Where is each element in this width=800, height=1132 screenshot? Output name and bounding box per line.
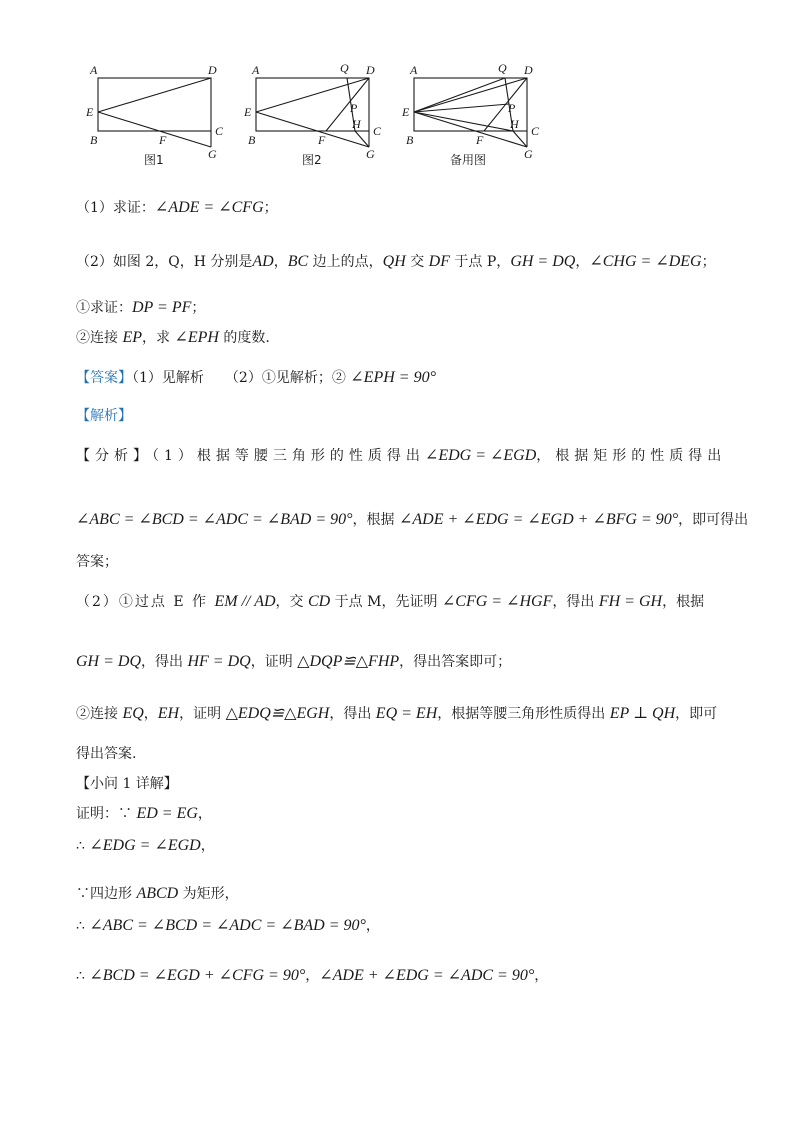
analysis-p2-m6: HF = DQ (187, 653, 251, 670)
analysis-p2-f: ，得出 (141, 654, 188, 670)
question-2-text-c: 于点 P， (449, 254, 511, 270)
question-2-end: ； (701, 254, 716, 270)
analysis-p1-d: ，即可得出 (678, 512, 749, 528)
sub-question-2-mid: ，求 (142, 330, 175, 346)
detail-line-5 (76, 966, 548, 986)
figure-2-caption: 图2 (302, 153, 322, 167)
analysis-p3-m3: △EDQ≌△EGH (225, 705, 330, 722)
point-d: D (208, 63, 217, 77)
segment-eq (414, 78, 505, 112)
question-1 (76, 198, 278, 218)
detail-line-4-a: ∴ (76, 918, 90, 934)
figure-1 (98, 78, 211, 147)
sub-question-2-end: 的度数. (218, 330, 270, 346)
question-2-ad: AD (252, 253, 274, 270)
detail-line-4 (76, 916, 380, 936)
analysis-p2-d: ，得出 (552, 594, 599, 610)
analysis-p3-e: ，根据等腰三角形性质得出 (437, 706, 610, 722)
question-2-bc: BC (287, 253, 309, 270)
figure-1-caption: 图1 (144, 153, 164, 167)
analysis-p3-line2: 得出答案. (76, 746, 137, 762)
detail-line-2-a: ∴ (76, 838, 90, 854)
point-g: G (524, 147, 533, 161)
analysis-p1-b: ，根据矩形的性质得出 (536, 448, 727, 464)
question-1-end: ； (263, 200, 278, 216)
point-h: H (352, 117, 361, 131)
point-a: A (90, 63, 98, 77)
detail-label: 【小问 1 详解】 (76, 776, 178, 792)
sub-question-1 (76, 298, 205, 318)
detail-line-2-b: ， (200, 838, 215, 854)
question-2 (76, 252, 716, 272)
sub-question-1-end: ； (191, 300, 206, 316)
answer-text: （1）见解析 （2）①见解析；② (132, 370, 351, 386)
analysis-p3-m1: EQ (122, 705, 144, 722)
point-f: F (159, 133, 167, 147)
analysis-p3-m4: EQ = EH (375, 705, 438, 722)
point-f: F (318, 133, 326, 147)
analysis-p3-b: ， (143, 706, 158, 722)
analysis-label: 【解析】 (76, 408, 132, 424)
detail-line-5-math-1: ∠BCD = ∠EGD + ∠CFG = 90° (89, 967, 306, 984)
analysis-p2-m7: △DQP≌△FHP (297, 653, 400, 670)
question-2-qh: QH (382, 253, 406, 270)
detail-line-5-c: ， (534, 968, 549, 984)
analysis-p2-m4: FH = GH (598, 593, 663, 610)
sub-question-1-math: DP = PF (132, 299, 192, 316)
figure-3-caption: 备用图 (450, 153, 487, 167)
analysis-p1-m2: ∠ABC = ∠BCD = ∠ADC = ∠BAD = 90° (76, 511, 353, 528)
analysis-p2-m1: EM // AD (214, 593, 276, 610)
analysis-p2-g: ，证明 (250, 654, 298, 670)
analysis-p3-c: ，证明 (179, 706, 226, 722)
point-e: E (402, 105, 410, 119)
detail-line-5-math-2: ∠ADE + ∠EDG = ∠ADC = 90° (319, 967, 535, 984)
analysis-p1-c: ，根据 (352, 512, 399, 528)
answer-math: ∠EPH = 90° (350, 369, 436, 386)
analysis-p3-a: ②连接 (76, 706, 123, 722)
segment-eh (414, 112, 513, 131)
sub-question-2-angle: ∠EPH (174, 329, 219, 346)
question-2-comma-1: ， (273, 254, 288, 270)
analysis-p2-b: ，交 (275, 594, 308, 610)
detail-line-3 (76, 884, 239, 904)
analysis-p1-line3: 答案； (76, 554, 118, 570)
analysis-p2-m5: GH = DQ (76, 653, 142, 670)
detail-line-1-b: ， (197, 806, 212, 822)
detail-line-3-b: 为矩形， (178, 886, 239, 902)
point-q: Q (340, 61, 349, 75)
point-d: D (524, 63, 533, 77)
analysis-p1-a: 【分析】（1）根据等腰三角形的性质得出 (76, 448, 425, 464)
answer-line (76, 368, 436, 388)
point-b: B (90, 133, 98, 147)
detail-line-1 (76, 804, 212, 824)
analysis-p3-m5: EP ⊥ QH (609, 705, 676, 722)
detail-line-3-math: ABCD (136, 885, 179, 902)
point-c: C (373, 124, 382, 138)
detail-line-4-math: ∠ABC = ∠BCD = ∠ADC = ∠BAD = 90° (89, 917, 366, 934)
point-h: H (510, 117, 519, 131)
analysis-p3-line1 (76, 704, 717, 724)
detail-line-5-b: ， (305, 968, 320, 984)
analysis-p1-line2 (76, 510, 748, 530)
sub-question-1-prefix: ①求证： (76, 300, 132, 316)
question-2-gh: GH = DQ (510, 253, 576, 270)
analysis-p2-line2 (76, 652, 511, 672)
answer-label: 【答案】 (76, 370, 132, 386)
point-a: A (410, 63, 418, 77)
question-1-math: ∠ADE = ∠CFG (154, 199, 264, 216)
analysis-p2-m3: ∠CFG = ∠HGF (441, 593, 553, 610)
sub-question-2 (76, 328, 270, 348)
point-a: A (252, 63, 260, 77)
point-e: E (244, 105, 252, 119)
point-p: P (350, 101, 358, 115)
detail-line-4-b: ， (365, 918, 380, 934)
detail-line-2 (76, 836, 215, 856)
sub-question-2-prefix: ②连接 (76, 330, 123, 346)
analysis-p2-line1 (76, 592, 704, 612)
analysis-p2-e: ，根据 (662, 594, 705, 610)
point-b: B (248, 133, 256, 147)
detail-line-2-math: ∠EDG = ∠EGD (89, 837, 201, 854)
question-2-text-a: （2）如图 2，Q，H 分别是 (76, 254, 253, 270)
point-p: P (508, 101, 516, 115)
question-2-df: DF (428, 253, 450, 270)
point-g: G (208, 147, 217, 161)
segment-df (326, 78, 369, 131)
geometry-figures (78, 52, 558, 172)
point-c: C (215, 124, 224, 138)
point-c: C (531, 124, 540, 138)
point-b: B (406, 133, 414, 147)
analysis-p2-c: 于点 M，先证明 (330, 594, 442, 610)
analysis-p3-m2: EH (157, 705, 180, 722)
segment-eg (98, 112, 211, 147)
analysis-p3-d: ，得出 (329, 706, 376, 722)
detail-line-1-a: 证明：∵ (76, 806, 137, 822)
question-2-text-b: 边上的点， (308, 254, 383, 270)
detail-line-3-a: ∵四边形 (76, 886, 137, 902)
question-1-prefix: （1）求证： (76, 200, 155, 216)
rectangle-abcd (98, 78, 211, 131)
question-2-jiao: 交 (405, 254, 429, 270)
analysis-p3-f: ，即可 (675, 706, 718, 722)
analysis-p1-m3: ∠ADE + ∠EDG = ∠EGD + ∠BFG = 90° (398, 511, 679, 528)
point-q: Q (498, 61, 507, 75)
detail-line-1-math: ED = EG (136, 805, 198, 822)
sub-question-2-ep: EP (122, 329, 142, 346)
point-e: E (86, 105, 94, 119)
analysis-p1-line1 (76, 446, 726, 466)
point-g: G (366, 147, 375, 161)
segment-ed (98, 78, 211, 112)
detail-line-5-a: ∴ (76, 968, 90, 984)
analysis-p2-m2: CD (307, 593, 331, 610)
figures (78, 52, 558, 172)
analysis-p1-m1: ∠EDG = ∠EGD (424, 447, 537, 464)
question-2-comma-2: ， (575, 254, 590, 270)
question-2-angle: ∠CHG = ∠DEG (589, 253, 702, 270)
analysis-p2-a: （2）①过点 E 作 (76, 594, 215, 610)
analysis-p2-h: ，得出答案即可； (399, 654, 512, 670)
point-f: F (476, 133, 484, 147)
point-d: D (366, 63, 375, 77)
